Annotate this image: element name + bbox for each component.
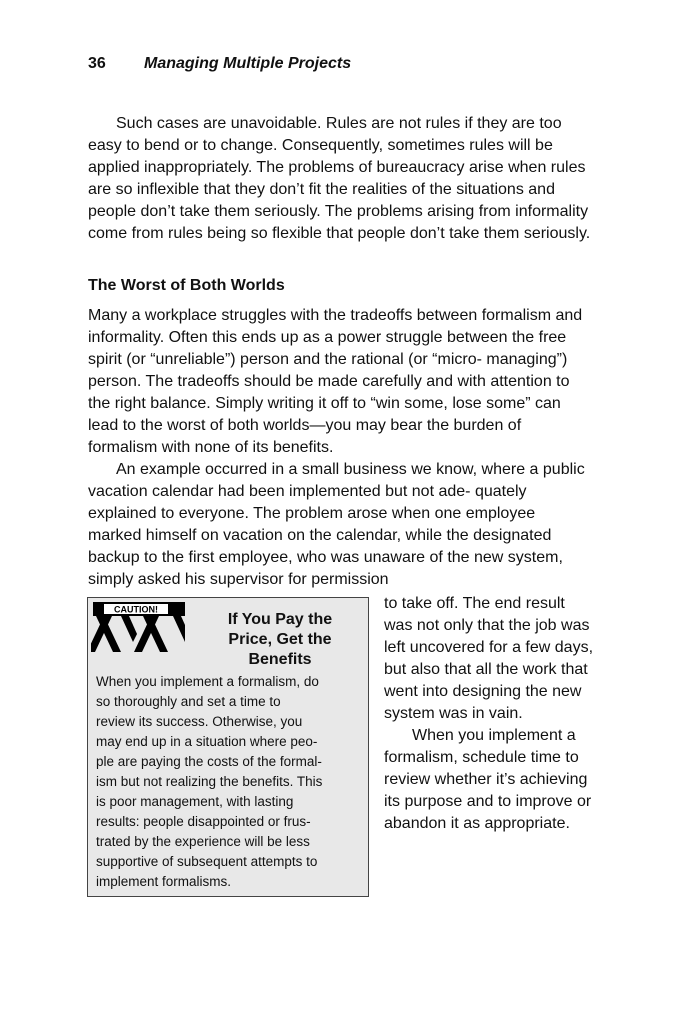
caution-body: When you implement a formalism, do so thoroughly and set a time to review its success. Otherwise, you may end up in a situation where peo- ple are paying the costs of the formal- ism but not realizing the benefits. This is poor management, with lasting results: people disappointed or frus- trated by the experience will be less supportive of subsequent attempts to implement formalisms.: [96, 674, 323, 889]
section-heading: The Worst of Both Worlds: [88, 277, 285, 294]
paragraph-2-text: Many a workplace struggles with the tradeoffs between formalism and informality. Often this ends up as a power struggle between the free spirit (or “unreliable”) person and the rational (or “micro- managing”) person. The tradeoffs should be made carefully and with attention to the right balance. Simply writing it off to “win some, lose some” can lead to the worst of both worlds—you may bear the burden of formalism with none of its benefits.: [88, 307, 583, 456]
caution-icon: [91, 600, 187, 654]
book-title: Managing Multiple Projects: [144, 55, 352, 72]
paragraph-4: When you implement a formalism, schedule time to review whether it’s achieving its purpose and to improve or abandon it as appropriate.: [384, 727, 592, 832]
caution-sidebar: [87, 597, 369, 897]
paragraph-1: [88, 113, 592, 245]
page-number: 36: [88, 55, 106, 72]
paragraph-2: [88, 305, 592, 591]
paragraph-1-text: Such cases are unavoidable. Rules are not rules if they are too easy to bend or to change. Consequently, sometimes rules will be applied inappropriately. The problems of bureaucracy arise when rules are so inflexible that they don’t fit the realities of the situations and people don’t take them seriously. The problems arising from informality come from rules being so flexible that people don’t take them seriously.: [88, 115, 591, 242]
page-header: [88, 55, 351, 73]
paragraph-3-continuation: to take off. The end result was not only that the job was left uncovered for a few days, but also that all the work that went into designing the new system was in vain.: [384, 595, 594, 722]
right-column-text: [384, 593, 594, 835]
caution-title: If You Pay the Price, Get the Benefits: [227, 611, 333, 668]
paragraph-3-text: An example occurred in a small business we know, where a public vacation calendar had been implemented but not ade- quately explained to everyone. The problem arose when one employee marked himself on vacation on the calendar, while the designated backup to the first employee, who was unaware of the new system, simply asked his supervisor for permission: [88, 461, 585, 588]
caution-label: CAUTION!: [114, 604, 158, 615]
